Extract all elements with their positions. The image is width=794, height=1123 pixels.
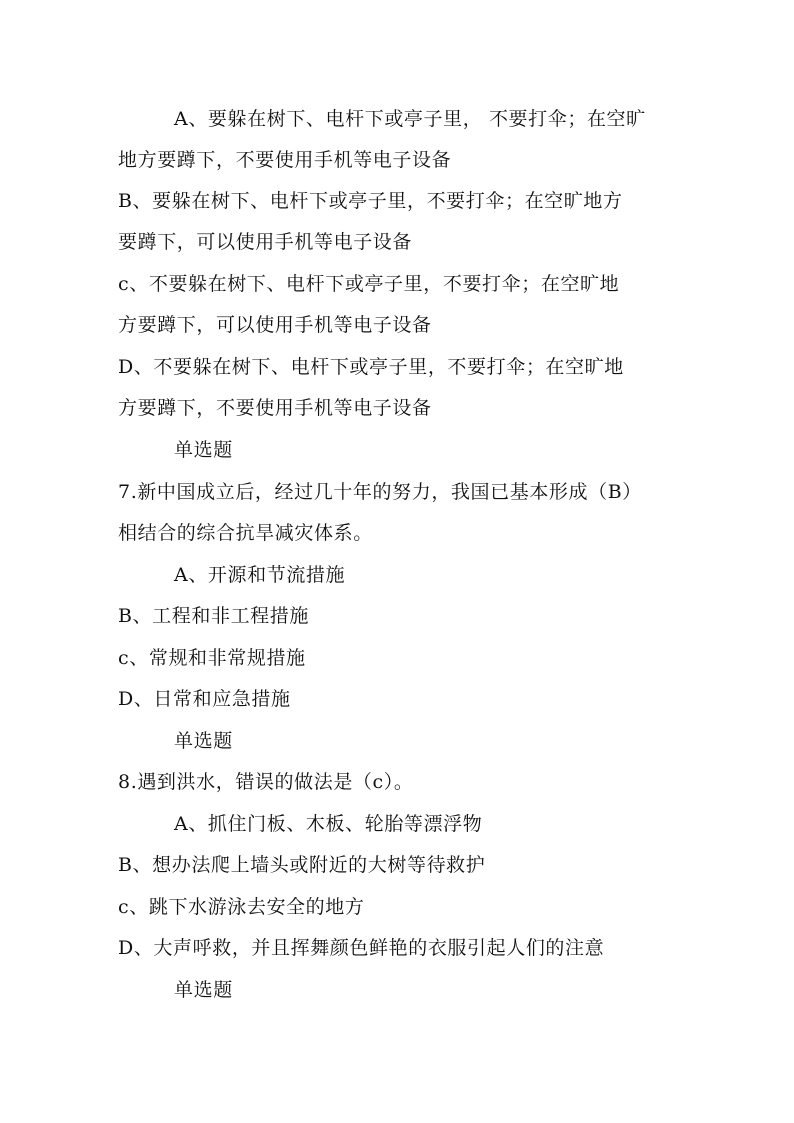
q6-type-label: 单选题: [174, 439, 233, 461]
q6-option-b-line2: 要蹲下，可以使用手机等电子设备: [118, 231, 413, 253]
q7-option-c: c、常规和非常规措施: [118, 647, 306, 669]
q7-question-line2: 相结合的综合抗旱减灾体系。: [118, 522, 373, 544]
q6-option-c-line1: c、不要躲在树下、电杆下或亭子里，不要打伞；在空旷地: [118, 273, 620, 295]
q6-option-d-line1: D、不要躲在树下、电杆下或亭子里，不要打伞；在空旷地: [118, 356, 624, 378]
q7-option-a: A、开源和节流措施: [174, 564, 346, 586]
q8-option-a: A、抓住门板、木板、轮胎等漂浮物: [174, 813, 483, 835]
q6-option-c-line2: 方要蹲下，可以使用手机等电子设备: [118, 314, 432, 336]
q8-question: 8.遇到洪水，错误的做法是（c）。: [118, 771, 414, 793]
q7-question-line1: 7.新中国成立后，经过几十年的努力，我国已基本形成（B）: [118, 481, 642, 503]
q8-option-b: B、想办法爬上墙头或附近的大树等待救护: [118, 854, 486, 876]
q6-option-a-line2: 地方要蹲下，不要使用手机等电子设备: [118, 149, 452, 171]
q6-option-a-line1: A、要躲在树下、电杆下或亭子里， 不要打伞；在空旷: [174, 108, 646, 130]
q8-option-c: c、跳下水游泳去安全的地方: [118, 896, 365, 918]
q7-option-b: B、工程和非工程措施: [118, 605, 309, 627]
q8-type-label: 单选题: [174, 979, 233, 1001]
q8-option-d: D、大声呼救，并且挥舞颜色鲜艳的衣服引起人们的注意: [118, 937, 605, 959]
q7-type-label: 单选题: [174, 730, 233, 752]
q6-option-b-line1: B、要躲在树下、电杆下或亭子里，不要打伞；在空旷地方: [118, 190, 623, 212]
q7-option-d: D、日常和应急措施: [118, 688, 291, 710]
q6-option-d-line2: 方要蹲下，不要使用手机等电子设备: [118, 397, 432, 419]
